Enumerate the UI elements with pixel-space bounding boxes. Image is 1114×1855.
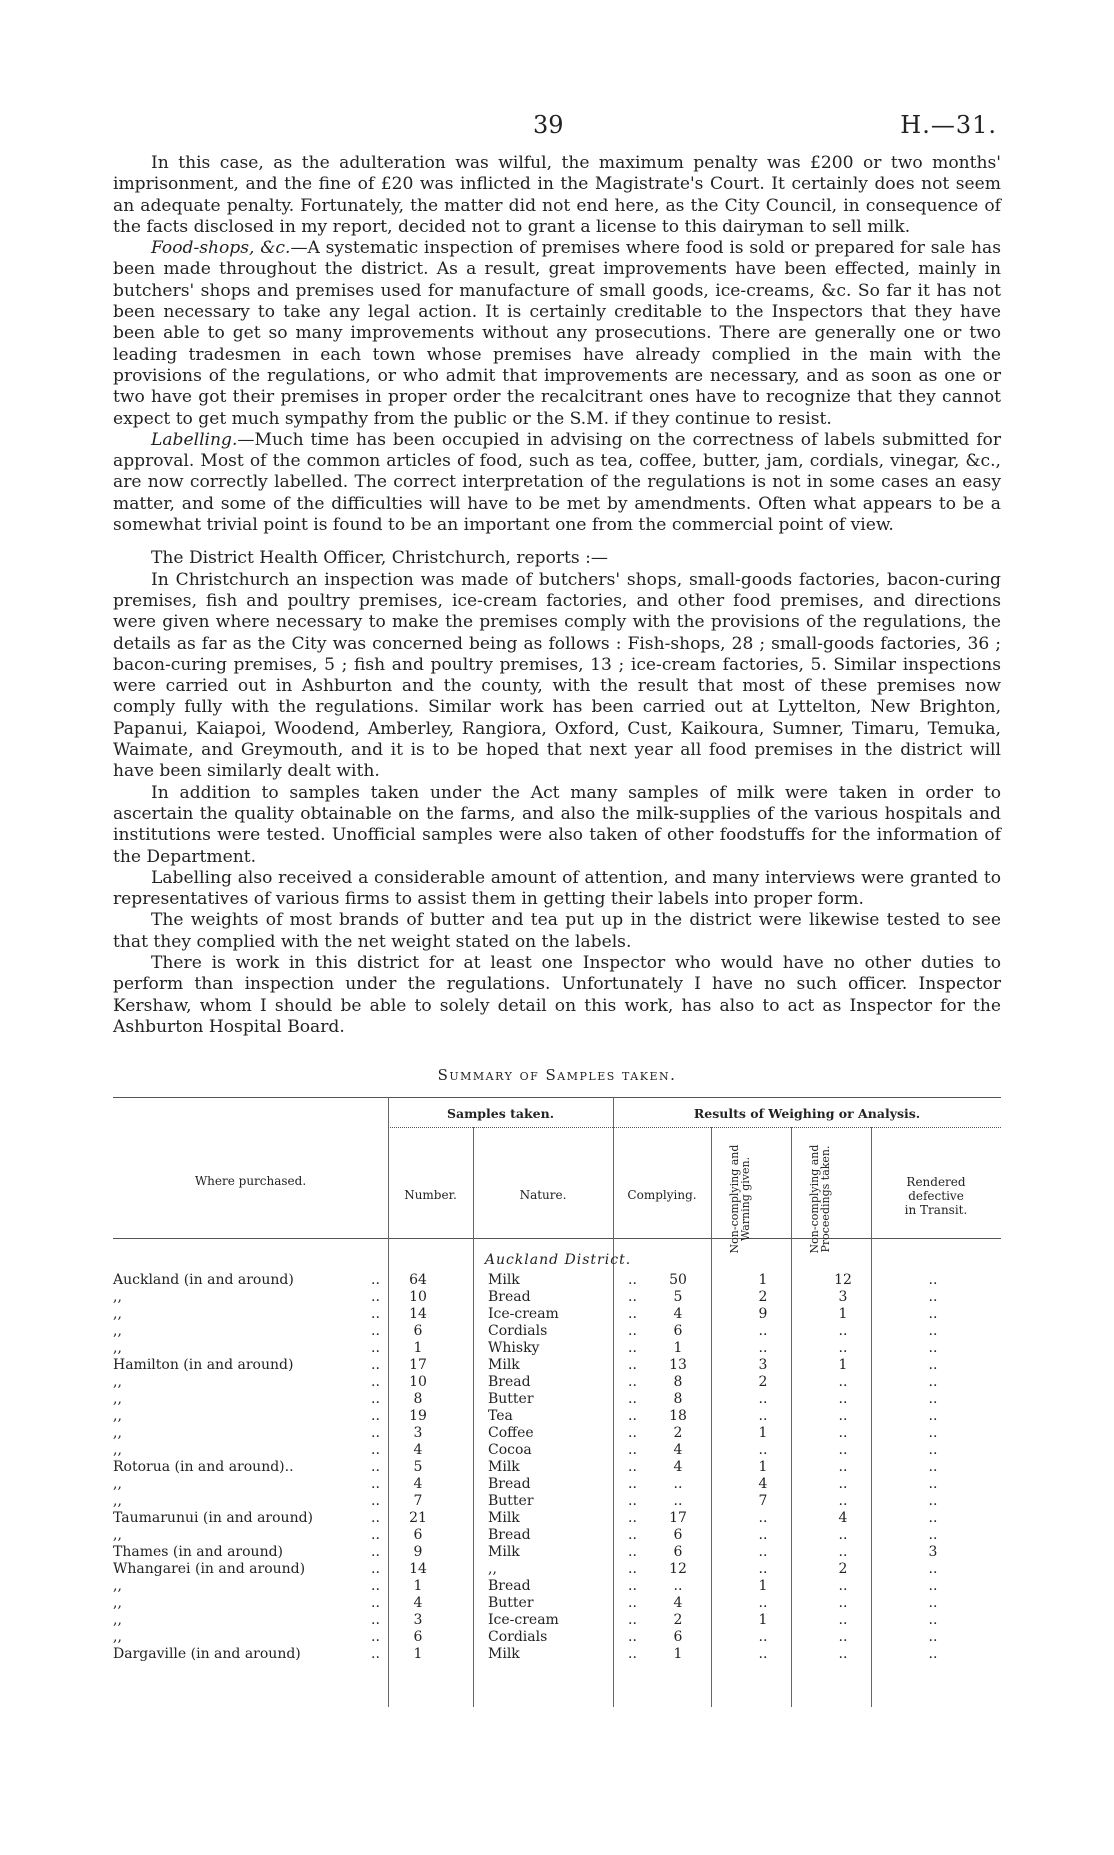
number-cell: 14 [409,1306,427,1322]
paragraph-adulteration: In this case, as the adulteration was wilful, the maximum penalty was £200 or two months' imprisonment, and the fine of £20 was inflicted in the Magistrate's Court. It certainly does not seem an adequate penalty. Fortunately, the matter did not end here, as the City Council, in consequence of the facts disclosed in my report, decided not to grant a license to this dairyman to sell milk. [113,153,1001,237]
nature-cell: Milk [488,1510,520,1526]
leader-dots: .. [628,1425,637,1441]
paragraph-milk-samples: In addition to samples taken under the Act many samples of milk were taken in order to ascertain the quality obtainable on the farms, and also the milk-supplies of the various hospitals and institutions were tested. Unofficial samples were also taken of other foodstuffs for the information of the Department. [113,782,1001,867]
warning-cell: 2 [758,1289,768,1305]
proceedings-cell: 12 [834,1272,852,1288]
leader-dots: .. [371,1612,380,1628]
complying-cell: 6 [673,1629,683,1645]
defective-cell: .. [928,1408,938,1424]
table-row [113,1476,1001,1493]
where-purchased-cell: Auckland (in and around) [113,1272,294,1288]
leader-dots: .. [628,1510,637,1526]
defective-cell: .. [928,1595,938,1611]
table-row [113,1595,1001,1612]
leader-dots: .. [371,1493,380,1509]
nature-cell: Bread [488,1289,531,1305]
number-cell: 1 [413,1578,423,1594]
number-cell: 21 [409,1510,427,1526]
where-purchased-cell: ,, [113,1323,122,1339]
where-purchased-cell: ,, [113,1306,122,1322]
proceedings-cell: 3 [838,1289,848,1305]
warning-cell: 9 [758,1306,768,1322]
defective-cell: .. [928,1646,938,1662]
warning-cell: 4 [758,1476,768,1492]
where-purchased-cell: ,, [113,1595,122,1611]
leader-dots: .. [371,1442,380,1458]
defective-cell: .. [928,1340,938,1356]
paragraph-inspector: There is work in this district for at least one Inspector who would have no other duties to perform than inspection under the regulations. Unfortunately I have no such officer. Inspector Kershaw, whom I should be able to solely detail on this work, has also to act as Inspector for the Ashburton Hospital Board. [113,952,1001,1037]
nature-cell: Milk [488,1357,520,1373]
proceedings-cell: .. [838,1612,848,1628]
warning-cell: .. [758,1323,768,1339]
table-header-rule [113,1238,1001,1239]
defective-cell: .. [928,1425,938,1441]
defective-cell: .. [928,1374,938,1390]
nature-cell: Cordials [488,1323,548,1339]
number-cell: 9 [413,1544,423,1560]
leader-dots: .. [628,1612,637,1628]
nature-cell: Bread [488,1374,531,1390]
warning-cell: 1 [758,1578,768,1594]
number-cell: 4 [413,1442,423,1458]
complying-cell: 6 [673,1544,683,1560]
where-purchased-cell: ,, [113,1408,122,1424]
proceedings-cell: .. [838,1527,848,1543]
table-row [113,1374,1001,1391]
nature-cell: Milk [488,1544,520,1560]
header-defective: Rendered defective in Transit. [904,1175,968,1217]
number-cell: 8 [413,1391,423,1407]
where-purchased-cell: ,, [113,1612,122,1628]
warning-cell: .. [758,1527,768,1543]
complying-cell: 8 [673,1391,683,1407]
number-cell: 6 [413,1629,423,1645]
where-purchased-cell: ,, [113,1442,122,1458]
proceedings-cell: .. [838,1425,848,1441]
leader-dots: .. [371,1272,380,1288]
number-cell: 14 [409,1561,427,1577]
complying-cell: 4 [673,1595,683,1611]
nature-cell: Milk [488,1459,520,1475]
leader-dots: .. [628,1391,637,1407]
nature-cell: Coffee [488,1425,534,1441]
leader-dots: .. [371,1391,380,1407]
body-text [113,153,1001,1038]
defective-cell: 3 [928,1544,938,1560]
leader-dots: .. [371,1357,380,1373]
leader-dots: .. [628,1459,637,1475]
nature-cell: Ice-cream [488,1612,559,1628]
defective-cell: .. [928,1289,938,1305]
header-where-purchased: Where purchased. [194,1174,307,1188]
number-cell: 4 [413,1476,423,1492]
warning-cell: 1 [758,1272,768,1288]
leader-dots: .. [628,1289,637,1305]
number-cell: 1 [413,1646,423,1662]
proceedings-cell: .. [838,1323,848,1339]
nature-cell: Milk [488,1272,520,1288]
table-row [113,1442,1001,1459]
where-purchased-cell: ,, [113,1340,122,1356]
number-cell: 7 [413,1493,423,1509]
table-row [113,1493,1001,1510]
paragraph-labelling [113,430,1001,536]
leader-dots: .. [371,1527,380,1543]
table-row [113,1612,1001,1629]
proceedings-cell: .. [838,1544,848,1560]
proceedings-cell: .. [838,1340,848,1356]
food-shops-heading: Food-shops, &c. [151,238,291,259]
defective-cell: .. [928,1306,938,1322]
proceedings-cell: 2 [838,1561,848,1577]
table-row [113,1272,1001,1289]
leader-dots: .. [628,1561,637,1577]
labelling-heading: Labelling. [151,429,238,450]
warning-cell: .. [758,1408,768,1424]
district-heading: Auckland District. [484,1252,632,1268]
complying-cell: 6 [673,1527,683,1543]
leader-dots: .. [628,1629,637,1645]
where-purchased-cell: ,, [113,1578,122,1594]
table-row [113,1459,1001,1476]
warning-cell: .. [758,1510,768,1526]
where-purchased-cell: ,, [113,1391,122,1407]
complying-cell: 4 [673,1459,683,1475]
proceedings-cell: .. [838,1578,848,1594]
defective-cell: .. [928,1493,938,1509]
leader-dots: .. [371,1323,380,1339]
warning-cell: .. [758,1561,768,1577]
number-cell: 10 [409,1289,427,1305]
proceedings-cell: .. [838,1459,848,1475]
where-purchased-cell: ,, [113,1476,122,1492]
labelling-text: —Much time has been occupied in advising on the correctness of labels submitted for approval. Most of the common articles of food, such as tea, coffee, butter, jam, cordials, vinegar, &c., are now correctly labelled. The correct interpretation of the regulations is not in some cases an easy matter, and some of the difficulties will have to be met by amendments. Often what appears to be a somewhat trivial point is found to be an important one from the commercial point of view. [113,429,1001,536]
header-number: Number. [404,1188,457,1202]
nature-cell: Bread [488,1476,531,1492]
nature-cell: ,, [488,1561,497,1577]
leader-dots: .. [371,1306,380,1322]
nature-cell: Tea [488,1408,513,1424]
defective-cell: .. [928,1612,938,1628]
table-row [113,1527,1001,1544]
header-nature: Nature. [519,1188,567,1202]
proceedings-cell: 4 [838,1510,848,1526]
warning-cell: .. [758,1544,768,1560]
complying-cell: 18 [669,1408,687,1424]
leader-dots: .. [371,1476,380,1492]
number-cell: 3 [413,1425,423,1441]
nature-cell: Cocoa [488,1442,532,1458]
leader-dots: .. [371,1629,380,1645]
where-purchased-cell: Rotorua (in and around).. [113,1459,294,1475]
leader-dots: .. [628,1578,637,1594]
where-purchased-cell: Thames (in and around) [113,1544,284,1560]
nature-cell: Butter [488,1493,534,1509]
where-purchased-cell: Hamilton (in and around) [113,1357,294,1373]
leader-dots: .. [628,1544,637,1560]
proceedings-cell: .. [838,1646,848,1662]
leader-dots: .. [628,1323,637,1339]
warning-cell: 3 [758,1357,768,1373]
number-cell: 10 [409,1374,427,1390]
complying-cell: .. [673,1476,683,1492]
defective-cell: .. [928,1629,938,1645]
nature-cell: Ice-cream [488,1306,559,1322]
table-title: Summary of Samples taken. [437,1066,677,1084]
leader-dots: .. [371,1595,380,1611]
header-samples-taken: Samples taken. [446,1106,555,1121]
leader-dots: .. [371,1544,380,1560]
leader-dots: .. [628,1272,637,1288]
complying-cell: 8 [673,1374,683,1390]
leader-dots: .. [371,1578,380,1594]
table-row [113,1357,1001,1374]
nature-cell: Bread [488,1578,531,1594]
warning-cell: .. [758,1646,768,1662]
proceedings-cell: .. [838,1374,848,1390]
table-row [113,1646,1001,1663]
table-top-rule [113,1097,1001,1098]
report-reference: H.—31. [900,111,997,139]
proceedings-cell: .. [838,1595,848,1611]
leader-dots: .. [628,1408,637,1424]
number-cell: 4 [413,1595,423,1611]
number-cell: 3 [413,1612,423,1628]
defective-cell: .. [928,1510,938,1526]
where-purchased-cell: Whangarei (in and around) [113,1561,306,1577]
complying-cell: .. [673,1493,683,1509]
defective-cell: .. [928,1391,938,1407]
where-purchased-cell: ,, [113,1374,122,1390]
leader-dots: .. [628,1646,637,1662]
leader-dots: .. [628,1306,637,1322]
warning-cell: .. [758,1340,768,1356]
number-cell: 6 [413,1323,423,1339]
warning-cell: .. [758,1629,768,1645]
warning-cell: 1 [758,1612,768,1628]
leader-dots: .. [371,1374,380,1390]
warning-cell: .. [758,1595,768,1611]
leader-dots: .. [371,1561,380,1577]
complying-cell: 50 [669,1272,687,1288]
header-results: Results of Weighing or Analysis. [693,1106,921,1121]
leader-dots: .. [628,1442,637,1458]
warning-cell: .. [758,1442,768,1458]
defective-cell: .. [928,1357,938,1373]
defective-cell: .. [928,1476,938,1492]
table-body [113,1272,1001,1663]
complying-cell: 2 [673,1612,683,1628]
where-purchased-cell: ,, [113,1493,122,1509]
paragraph-christchurch-inspection: In Christchurch an inspection was made of butchers' shops, small-goods factories, bacon-curing premises, fish and poultry premises, ice-cream factories, and other food premises, and directions were given where necessary to make the premises comply with the provisions of the regulations, the details as far as the City was concerned being as follows : Fish-shops, 28 ; small-goods factories, 36 ; bacon-curing premises, 5 ; fish and poultry premises, 13 ; ice-cream factories, 5. Similar inspections were carried out in Ashburton and the county, with the result that most of these premises now comply fully with the regulations. Similar work has been carried out at Lyttelton, New Brighton, Papanui, Kaiapoi, Woodend, Amberley, Rangiora, Oxford, Cust, Kaikoura, Sumner, Timaru, Temuka, Waimate, and Greymouth, and it is to be hoped that next year all food premises in the district will have been similarly dealt with. [113,569,1001,782]
table-row [113,1340,1001,1357]
complying-cell: 13 [669,1357,687,1373]
defective-cell: .. [928,1578,938,1594]
proceedings-cell: .. [838,1408,848,1424]
leader-dots: .. [628,1357,637,1373]
table-row [113,1306,1001,1323]
table-row [113,1425,1001,1442]
leader-dots: .. [628,1493,637,1509]
page-number: 39 [533,111,564,139]
complying-cell: 4 [673,1306,683,1322]
complying-cell: 5 [673,1289,683,1305]
nature-cell: Cordials [488,1629,548,1645]
complying-cell: .. [673,1578,683,1594]
table-row [113,1629,1001,1646]
table-row [113,1510,1001,1527]
where-purchased-cell: Taumarunui (in and around) [113,1510,314,1526]
leader-dots: .. [371,1510,380,1526]
warning-cell: 2 [758,1374,768,1390]
complying-cell: 17 [669,1510,687,1526]
table-row [113,1561,1001,1578]
number-cell: 1 [413,1340,423,1356]
complying-cell: 1 [673,1646,683,1662]
nature-cell: Whisky [488,1340,540,1356]
header-complying: Complying. [627,1188,697,1202]
proceedings-cell: 1 [838,1306,848,1322]
leader-dots: .. [371,1289,380,1305]
table-row [113,1578,1001,1595]
nature-cell: Butter [488,1595,534,1611]
nature-cell: Milk [488,1646,520,1662]
warning-cell: 7 [758,1493,768,1509]
leader-dots: .. [628,1527,637,1543]
defective-cell: .. [928,1323,938,1339]
warning-cell: 1 [758,1459,768,1475]
leader-dots: .. [371,1340,380,1356]
paragraph-weights: The weights of most brands of butter and tea put up in the district were likewise tested to see that they complied with the net weight stated on the labels. [113,910,1001,952]
where-purchased-cell: ,, [113,1425,122,1441]
table-row [113,1544,1001,1561]
header-warning: Non-complying and Warning given. [728,1144,752,1254]
proceedings-cell: .. [838,1476,848,1492]
number-cell: 19 [409,1408,427,1424]
leader-dots: .. [371,1646,380,1662]
proceedings-cell: 1 [838,1357,848,1373]
complying-cell: 1 [673,1340,683,1356]
defective-cell: .. [928,1442,938,1458]
number-cell: 5 [413,1459,423,1475]
complying-cell: 12 [669,1561,687,1577]
complying-cell: 4 [673,1442,683,1458]
leader-dots: .. [371,1425,380,1441]
number-cell: 64 [409,1272,427,1288]
number-cell: 17 [409,1357,427,1373]
paragraph-labelling-attention: Labelling also received a considerable amount of attention, and many interviews were granted to representatives of various firms to assist them in getting their labels into proper form. [113,867,1001,910]
complying-cell: 6 [673,1323,683,1339]
leader-dots: .. [371,1408,380,1424]
defective-cell: .. [928,1527,938,1543]
leader-dots: .. [628,1340,637,1356]
where-purchased-cell: ,, [113,1527,122,1543]
table-row [113,1408,1001,1425]
where-purchased-cell: ,, [113,1629,122,1645]
nature-cell: Bread [488,1527,531,1543]
leader-dots: .. [628,1476,637,1492]
warning-cell: 1 [758,1425,768,1441]
proceedings-cell: .. [838,1629,848,1645]
proceedings-cell: .. [838,1493,848,1509]
table-row [113,1289,1001,1306]
samples-table [113,1097,1001,1707]
leader-dots: .. [371,1459,380,1475]
complying-cell: 2 [673,1425,683,1441]
group-header-rule [388,1127,1001,1128]
leader-dots: .. [628,1374,637,1390]
nature-cell: Butter [488,1391,534,1407]
defective-cell: .. [928,1561,938,1577]
where-purchased-cell: Dargaville (in and around) [113,1646,301,1662]
header-proceedings: Non-complying and Proceedings taken. [808,1144,832,1254]
table-row [113,1391,1001,1408]
warning-cell: .. [758,1391,768,1407]
proceedings-cell: .. [838,1391,848,1407]
defective-cell: .. [928,1459,938,1475]
christchurch-intro: The District Health Officer, Christchurch, reports :— [151,548,608,569]
proceedings-cell: .. [838,1442,848,1458]
number-cell: 6 [413,1527,423,1543]
food-shops-text: —A systematic inspection of premises where food is sold or prepared for sale has been made throughout the district. As a result, great improvements have been effected, mainly in butchers' shops and premises used for manufacture of small goods, ice-creams, &c. So far it has not been necessary to take any legal action. It is certainly creditable to the Inspectors that they have been able to get so many improvements without any prosecutions. There are generally one or two leading tradesmen in each town whose premises have already complied in the main with the provisions of the regulations, or who admit that improvements are necessary, and as soon as one or two have got their premises in proper order the recalcitrant ones have to recognize that they cannot expect to get much sympathy from the public or the S.M. if they continue to resist. [113,238,1001,429]
paragraph-food-shops [113,238,1001,430]
leader-dots: .. [628,1595,637,1611]
defective-cell: .. [928,1272,938,1288]
table-row [113,1323,1001,1340]
where-purchased-cell: ,, [113,1289,122,1305]
